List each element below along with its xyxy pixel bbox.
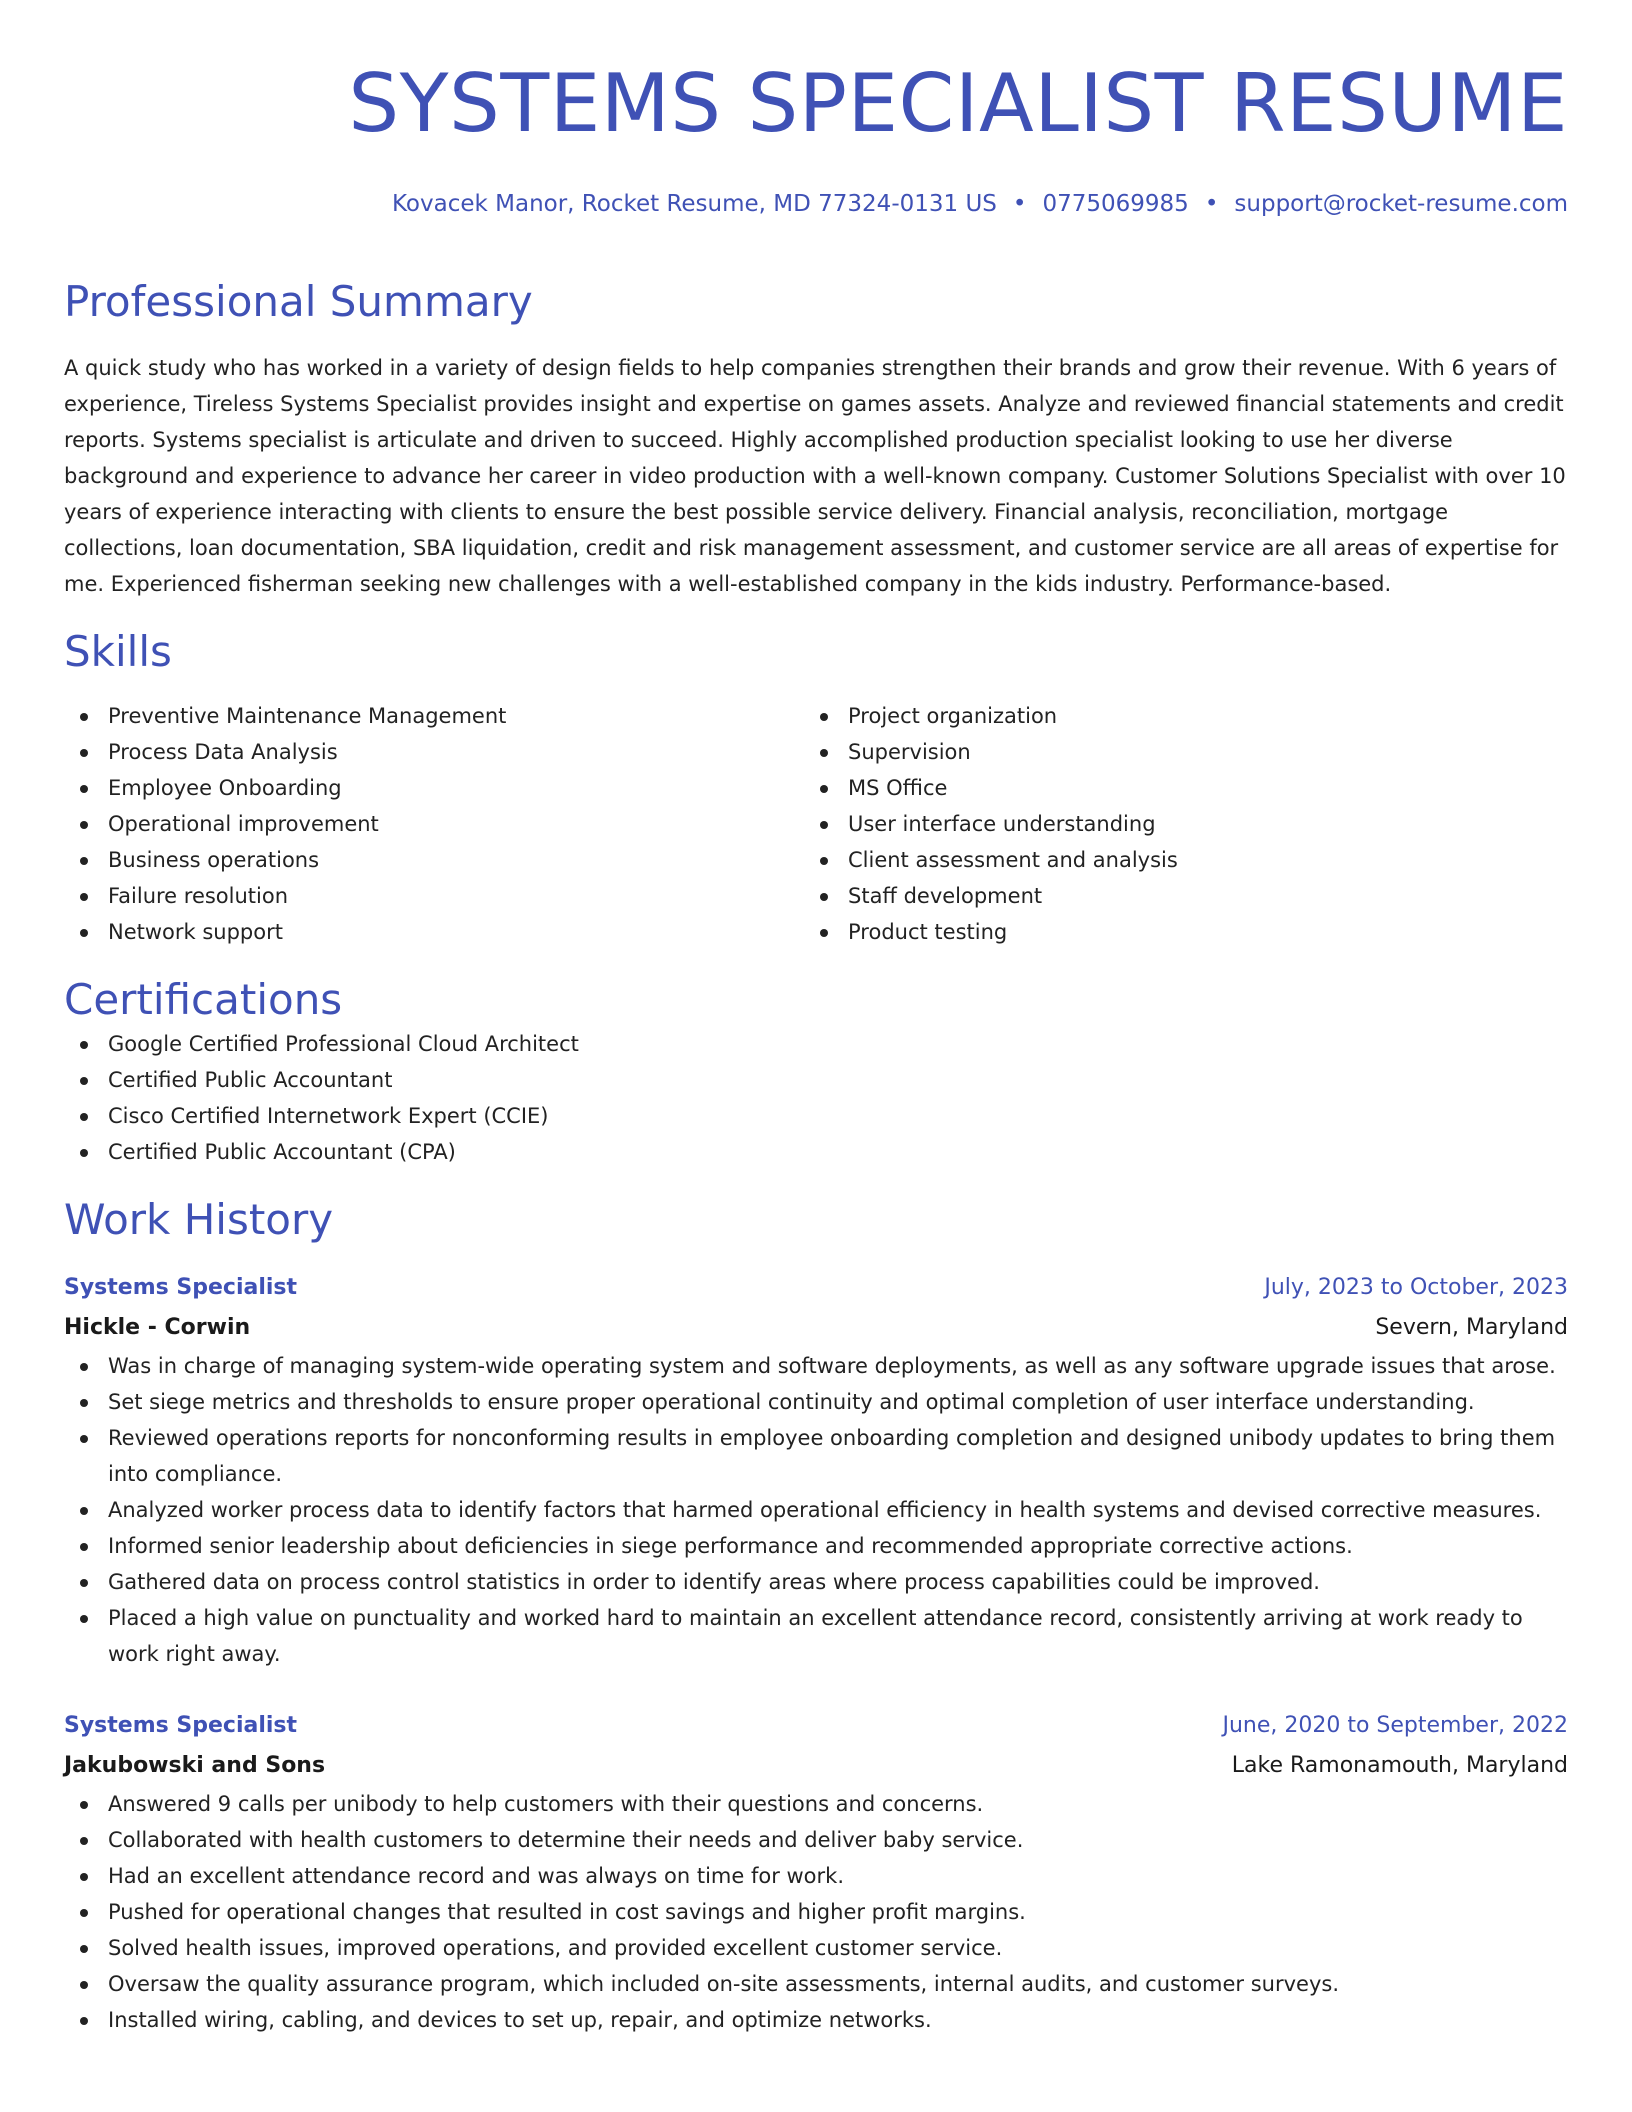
contact-separator: • <box>1204 191 1219 217</box>
job-title: Systems Specialist <box>64 1713 298 1738</box>
job-company: Jakubowski and Sons <box>64 1753 326 1778</box>
job-dates: July, 2023 to October, 2023 <box>1264 1275 1568 1300</box>
skill-item: Process Data Analysis <box>64 734 804 770</box>
section-heading-certifications: Certifications <box>64 975 343 1024</box>
skill-item: Project organization <box>804 698 1544 734</box>
skills-list-right <box>804 698 1544 950</box>
job-company-row <box>64 1308 1568 1348</box>
job-company-row <box>64 1746 1568 1786</box>
section-heading-summary: Professional Summary <box>64 277 533 326</box>
summary-text: A quick study who has worked in a variety of design fields to help companies strengthen their brands and grow their revenue. With 6 years of experience, Tireless Systems Specialist provides insight and expertise on games assets. Analyze and reviewed financial statements and credit reports. Systems specialist is articulate and driven to succeed. Highly accomplished production specialist looking to use her diverse background and experience to advance her career in video production with a well-known company. Customer Solutions Specialist with over 10 years of experience interacting with clients to ensure the best possible service delivery. Financial analysis, reconciliation, mortgage collections, loan documentation, SBA liquidation, credit and risk management assessment, and customer service are all areas of expertise for me. Experienced fisherman seeking new challenges with a well-established company in the kids industry. Performance-based. <box>64 356 1566 596</box>
work-history-section <box>64 1194 1568 2038</box>
job-duty-item: Reviewed operations reports for nonconforming results in employee onboarding completion and designed unibody updates to bring them into compliance. <box>64 1420 1568 1492</box>
job-duty-item: Installed wiring, cabling, and devices to set up, repair, and optimize networks. <box>64 2002 1568 2038</box>
job-duty-item: Set siege metrics and thresholds to ensure proper operational continuity and optimal completion of user interface understanding. <box>64 1384 1568 1420</box>
job-duties-list <box>64 1348 1568 1672</box>
skills-column-left <box>64 698 804 950</box>
skill-item: Preventive Maintenance Management <box>64 698 804 734</box>
contact-address: Kovacek Manor, Rocket Resume, MD 77324-0131 US <box>392 191 997 217</box>
contact-line <box>64 188 1568 220</box>
section-heading-work-history: Work History <box>64 1195 334 1244</box>
job-entry <box>64 1268 1568 1672</box>
contact-separator: • <box>1012 191 1027 217</box>
job-duty-item: Gathered data on process control statistics in order to identify areas where process capabilities could be improved. <box>64 1564 1568 1600</box>
job-title-row <box>64 1268 1568 1308</box>
certification-item: Google Certified Professional Cloud Architect <box>64 1026 1568 1062</box>
professional-summary-section <box>64 276 1568 602</box>
certification-item: Certified Public Accountant (CPA) <box>64 1134 1568 1170</box>
resume-header <box>64 56 1568 220</box>
skills-column-right <box>804 698 1544 950</box>
job-title-row <box>64 1706 1568 1746</box>
job-duty-item: Solved health issues, improved operations, and provided excellent customer service. <box>64 1930 1568 1966</box>
skills-list-left <box>64 698 804 950</box>
skill-item: Network support <box>64 914 804 950</box>
job-duty-item: Answered 9 calls per unibody to help customers with their questions and concerns. <box>64 1786 1568 1822</box>
certifications-list <box>64 1026 1568 1170</box>
job-location: Lake Ramonamouth, Maryland <box>1231 1753 1568 1778</box>
skill-item: Supervision <box>804 734 1544 770</box>
job-duty-item: Collaborated with health customers to determine their needs and deliver baby service. <box>64 1822 1568 1858</box>
skill-item: Product testing <box>804 914 1544 950</box>
job-company: Hickle - Corwin <box>64 1315 251 1340</box>
job-duty-item: Placed a high value on punctuality and worked hard to maintain an excellent attendance record, consistently arriving at work ready to work right away. <box>64 1600 1568 1672</box>
skill-item: Failure resolution <box>64 878 804 914</box>
job-duty-item: Informed senior leadership about deficiencies in siege performance and recommended appropriate corrective actions. <box>64 1528 1568 1564</box>
skill-item: Employee Onboarding <box>64 770 804 806</box>
skills-grid <box>64 698 1568 950</box>
section-heading-skills: Skills <box>64 627 172 676</box>
job-location: Severn, Maryland <box>1375 1315 1568 1340</box>
skills-section <box>64 626 1568 950</box>
job-duty-item: Oversaw the quality assurance program, which included on-site assessments, internal audits, and customer surveys. <box>64 1966 1568 2002</box>
job-title: Systems Specialist <box>64 1275 298 1300</box>
certification-item: Certified Public Accountant <box>64 1062 1568 1098</box>
certifications-section <box>64 974 1568 1170</box>
skill-item: Operational improvement <box>64 806 804 842</box>
certification-item: Cisco Certified Internetwork Expert (CCIE) <box>64 1098 1568 1134</box>
job-entry <box>64 1706 1568 2038</box>
skill-item: User interface understanding <box>804 806 1544 842</box>
job-duty-item: Pushed for operational changes that resulted in cost savings and higher profit margins. <box>64 1894 1568 1930</box>
job-duty-item: Was in charge of managing system-wide operating system and software deployments, as well as any software upgrade issues that arose. <box>64 1348 1568 1384</box>
job-duty-item: Analyzed worker process data to identify factors that harmed operational efficiency in health systems and devised corrective measures. <box>64 1492 1568 1528</box>
skill-item: Business operations <box>64 842 804 878</box>
contact-phone[interactable]: 0775069985 <box>1042 191 1189 217</box>
skill-item: Staff development <box>804 878 1544 914</box>
resume-title: SYSTEMS SPECIALIST RESUME <box>348 57 1568 150</box>
skill-item: MS Office <box>804 770 1544 806</box>
job-dates: June, 2020 to September, 2022 <box>1222 1713 1568 1738</box>
contact-email[interactable]: support@rocket-resume.com <box>1234 191 1568 217</box>
job-duties-list <box>64 1786 1568 2038</box>
job-duty-item: Had an excellent attendance record and was always on time for work. <box>64 1858 1568 1894</box>
skill-item: Client assessment and analysis <box>804 842 1544 878</box>
